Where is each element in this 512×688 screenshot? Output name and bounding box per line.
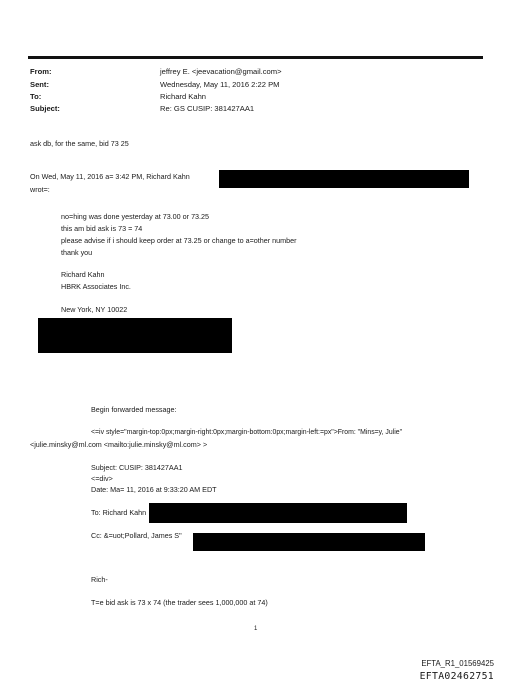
subject-value: Re: GS CUSIP: 381427AA1 — [160, 104, 255, 113]
redaction-block — [193, 533, 425, 551]
quoted-line: please advise if i should keep order at 73.25 or change to a=other number — [61, 236, 297, 245]
quote-intro-wrote: wrot=: — [30, 185, 50, 194]
forwarded-email-line: <julie.minsky@ml.com <mailto:julie.minsky@ml.com> > — [30, 440, 208, 449]
from-label: From: — [30, 67, 52, 76]
page-number: 1 — [254, 626, 258, 632]
bates-ref-secondary: EFTA02462751 — [419, 671, 494, 682]
bates-ref-primary: EFTA_R1_01569425 — [421, 659, 494, 668]
forwarded-date: Date: Ma= 11, 2016 at 9:33:20 AM EDT — [91, 485, 217, 494]
header-rule — [28, 56, 483, 59]
quoted-line: thank you — [61, 248, 93, 257]
signature-name: Richard Kahn — [61, 270, 105, 279]
subject-label: Subject: — [30, 104, 60, 113]
quoted-line: this am bid ask is 73 = 74 — [61, 224, 143, 233]
forwarded-cc: Cc: &=uot;Pollard, James S" — [91, 531, 182, 540]
to-value: Richard Kahn — [160, 92, 207, 101]
signature-company: HBRK Associates Inc. — [61, 282, 131, 291]
to-label: To: — [30, 92, 42, 101]
quoted-line: no=hing was done yesterday at 73.00 or 73.25 — [61, 212, 210, 221]
from-value: jeffrey E. <jeevacation@gmail.com> — [160, 67, 282, 76]
greeting: Rich- — [91, 575, 108, 584]
redaction-block — [38, 318, 232, 353]
closing-line: T=e bid ask is 73 x 74 (the trader sees 1,000,000 at 74) — [91, 598, 268, 607]
redaction-block — [219, 170, 469, 188]
forwarded-subject: Subject: CUSIP: 381427AA1 — [91, 463, 183, 472]
redaction-block — [149, 503, 407, 523]
forwarded-to: To: Richard Kahn — [91, 508, 147, 517]
forwarded-div-close: <=div> — [91, 474, 113, 483]
sent-value: Wednesday, May 11, 2016 2:22 PM — [160, 80, 280, 89]
forwarded-heading: Begin forwarded message: — [91, 405, 177, 414]
signature-city: New York, NY 10022 — [61, 305, 128, 314]
forwarded-div-line: <=iv style="margin-top:0px;margin-right:0px;margin-bottom:0px;margin-left:=px">From: "Mins=y, Julie" — [91, 429, 403, 436]
reply-line: ask db, for the same, bid 73 25 — [30, 139, 129, 148]
sent-label: Sent: — [30, 80, 49, 89]
quote-intro: On Wed, May 11, 2016 a= 3:42 PM, Richard Kahn — [30, 172, 190, 181]
